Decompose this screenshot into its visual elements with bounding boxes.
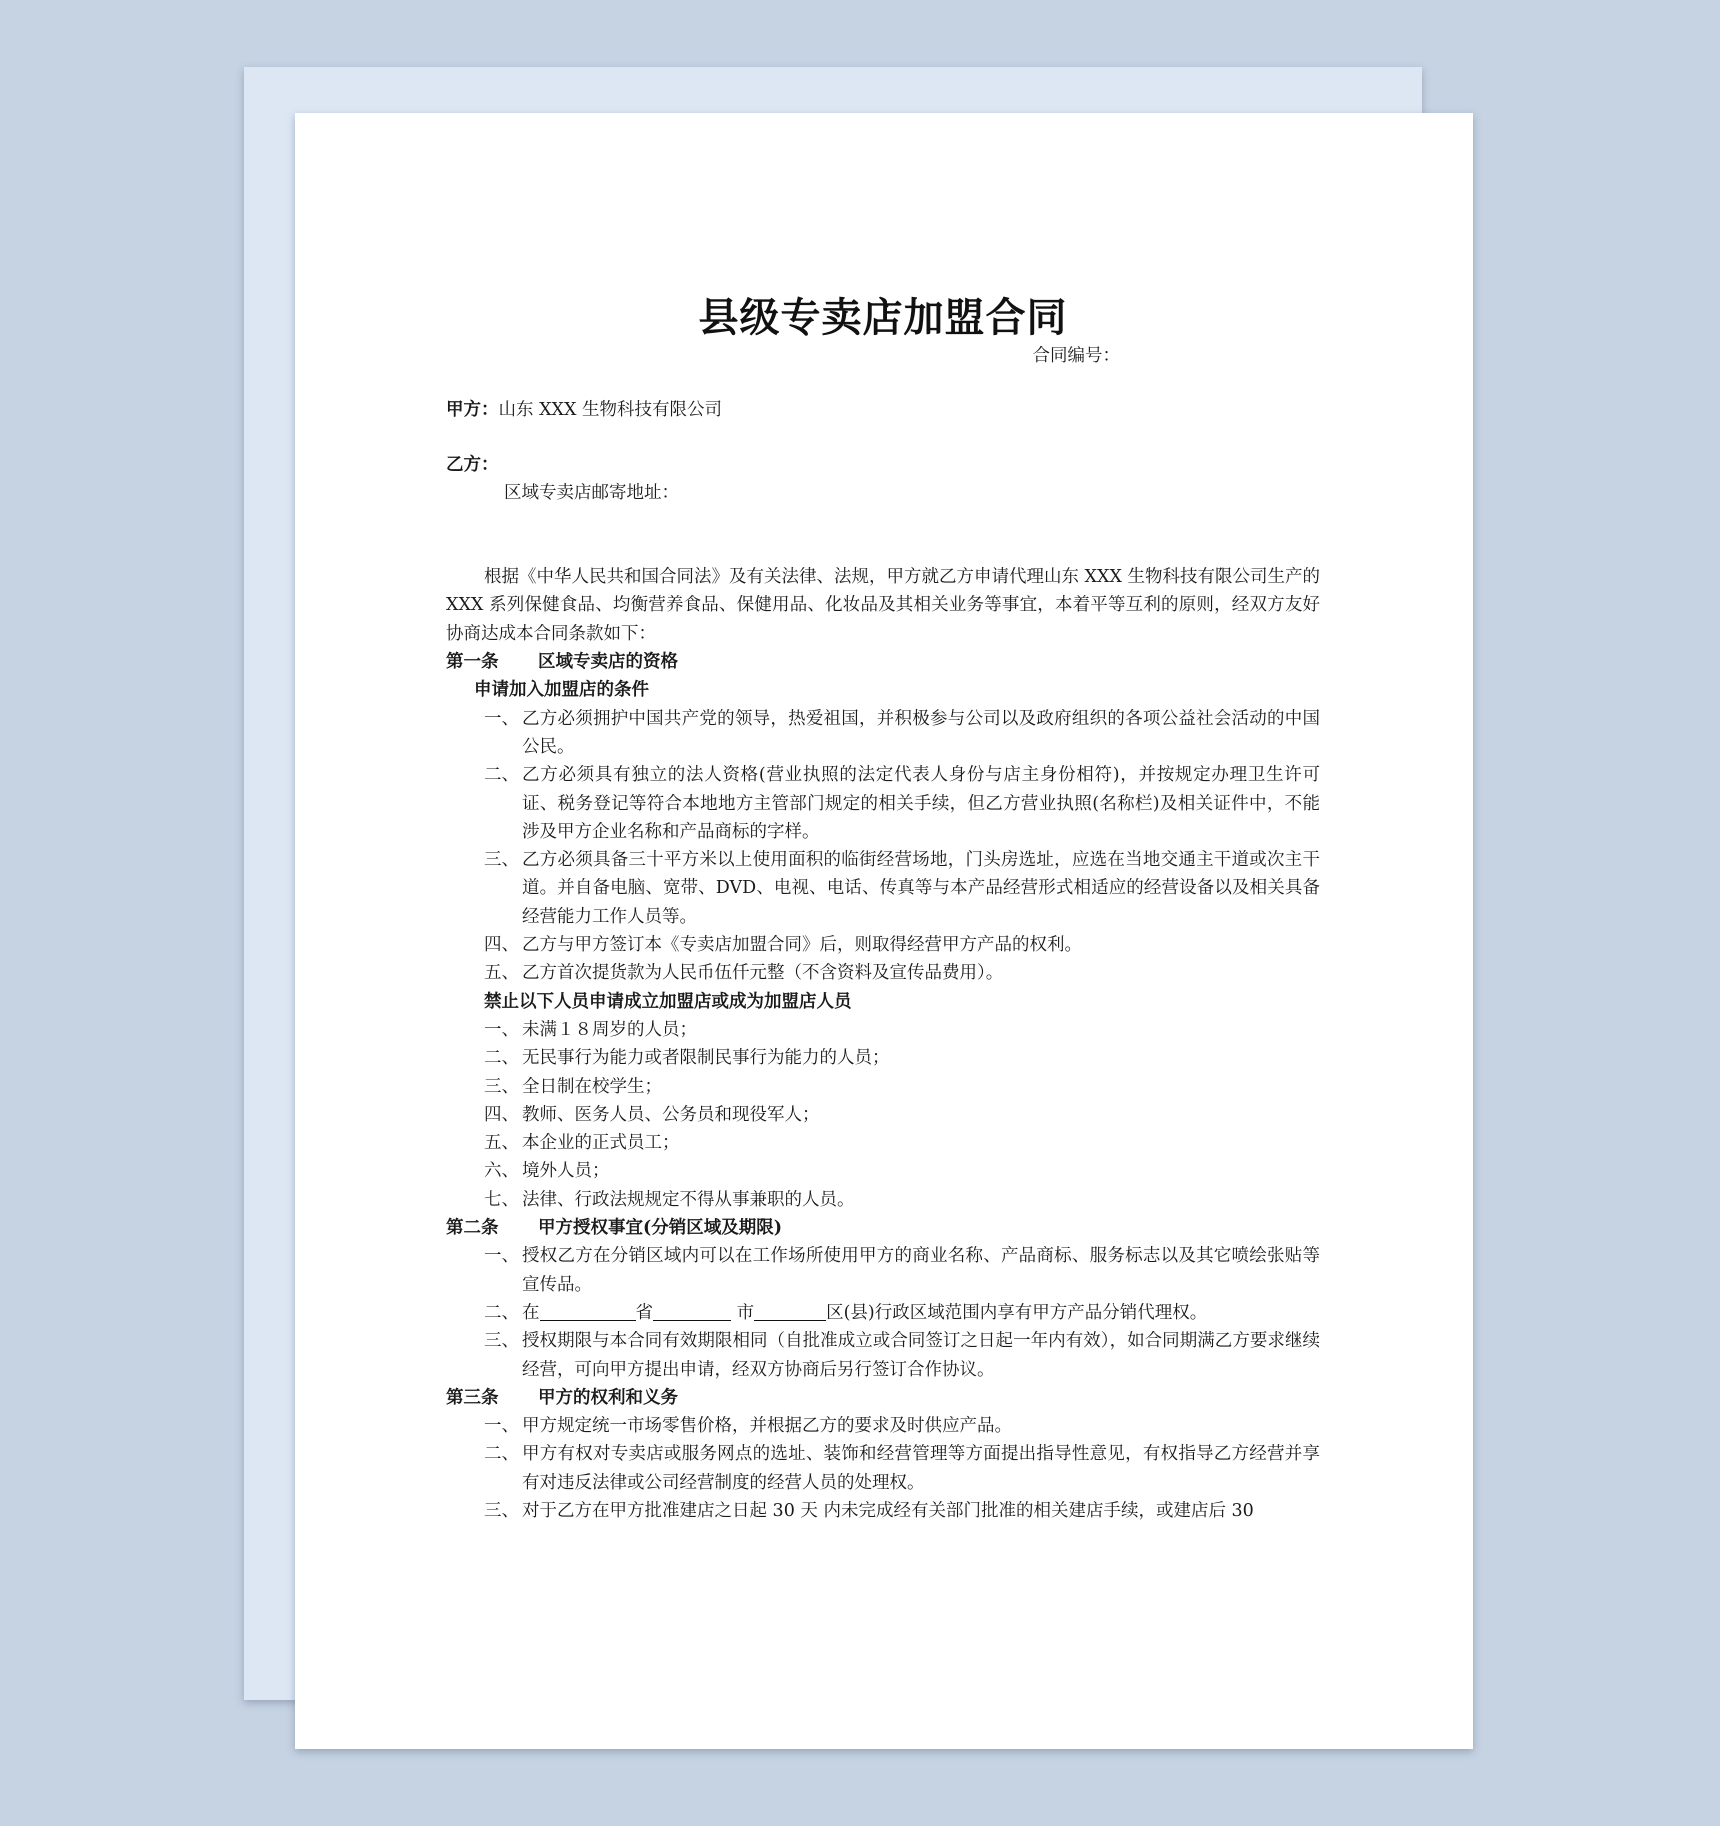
article-3-number: 第三条 [446,1387,499,1408]
party-a-line [446,396,1320,424]
condition-item [446,959,1320,987]
item-mark: 四、 [484,935,519,956]
authorization-item [446,1242,1320,1299]
item-text: 教师、医务人员、公务员和现役军人； [522,1104,820,1125]
item-text: 本企业的正式员工； [522,1133,680,1154]
party-b-label: 乙方： [446,454,499,475]
condition-item [446,931,1320,959]
article-1-subheading-conditions: 申请加入加盟店的条件 [474,680,649,701]
authorization-item [446,1327,1320,1384]
item-mark: 四、 [484,1104,519,1125]
item-mark: 三、 [484,1076,519,1097]
prohibited-item [446,1157,1320,1185]
item-mark: 二、 [484,765,519,786]
item-text: 无民事行为能力或者限制民事行为能力的人员； [522,1048,890,1069]
province-label: 省 [635,1302,653,1323]
district-blank-field[interactable] [754,1300,826,1321]
region-suffix: 区(县)行政区域范围内享有甲方产品分销代理权。 [826,1302,1208,1323]
article-3-title: 甲方的权利和义务 [538,1387,678,1408]
city-blank-field[interactable] [653,1300,731,1321]
intro-paragraph: 根据《中华人民共和国合同法》及有关法律、法规，甲方就乙方申请代理山东 XXX 生物科技有限公司生产的 XXX 系列保健食品、均衡营养食品、保健用品、化妆品及其相关业务等事宜，本着平等互利的原则，经双方友好协商达成本合同条款如下： [446,567,1320,644]
item-text: 甲方规定统一市场零售价格，并根据乙方的要求及时供应产品。 [522,1416,1012,1437]
region-line [522,1299,1320,1327]
item-mark: 五、 [484,963,519,984]
article-2-heading [446,1214,1320,1242]
item-text: 对于乙方在甲方批准建店之日起 30 天 内未完成经有关部门批准的相关建店手续，或建店后 30 [522,1500,1254,1521]
condition-item [446,705,1320,762]
condition-item [446,761,1320,846]
item-mark: 三、 [484,850,519,871]
item-text: 全日制在校学生； [522,1076,662,1097]
item-text: 甲方有权对专卖店或服务网点的选址、装饰和经营管理等方面提出指导性意见，有权指导乙方经营并享有对违反法律或公司经营制度的经营人员的处理权。 [522,1444,1320,1493]
region-prefix: 在 [522,1302,540,1323]
item-mark: 二、 [484,1302,519,1323]
item-text: 授权期限与本合同有效期限相同（自批准成立或合同签订之日起一年内有效），如合同期满乙方要求继续经营，可向甲方提出申请，经双方协商后另行签订合作协议。 [522,1331,1320,1380]
contract-number-label: 合同编号： [1032,346,1120,366]
item-text: 法律、行政法规规定不得从事兼职的人员。 [522,1189,855,1210]
city-label: 市 [736,1302,755,1323]
article-1-heading [446,648,1320,676]
item-text: 授权乙方在分销区域内可以在工作场所使用甲方的商业名称、产品商标、服务标志以及其它喷绘张贴等宣传品。 [522,1246,1320,1295]
article-1-title: 区域专卖店的资格 [538,652,678,673]
item-text: 乙方首次提货款为人民币伍仟元整（不含资料及宣传品费用）。 [522,963,1004,984]
item-mark: 三、 [484,1500,519,1521]
party-a-rights-item [446,1412,1320,1440]
document-title: 县级专卖店加盟合同 [698,294,1068,341]
article-2-number: 第二条 [446,1218,499,1239]
item-text: 未满１８周岁的人员； [522,1019,697,1040]
item-mark: 二、 [484,1048,519,1069]
party-a-rights-item [446,1440,1320,1497]
item-mark: 三、 [484,1331,519,1352]
item-mark: 一、 [484,708,519,729]
mail-address-label: 区域专卖店邮寄地址： [504,482,679,503]
party-a-value: 山东 XXX 生物科技有限公司 [498,400,723,421]
item-mark: 六、 [484,1161,519,1182]
province-blank-field[interactable] [540,1300,636,1321]
prohibited-item [446,1016,1320,1044]
item-text: 乙方必须具备三十平方米以上使用面积的临街经营场地，门头房选址，应选在当地交通主干道或次主干道。并自备电脑、宽带、DVD、电视、电话、传真等与本产品经营形式相适应的经营设备以及相关具备经营能力工作人员等。 [522,850,1320,927]
contract-document [446,290,1320,1525]
party-a-label: 甲方： [446,400,499,421]
prohibited-item [446,1186,1320,1214]
condition-item [446,846,1320,931]
item-mark: 二、 [484,1444,519,1465]
party-b-line [446,451,1320,479]
prohibited-item [446,1073,1320,1101]
party-a-rights-item [446,1497,1320,1525]
item-mark: 五、 [484,1133,519,1154]
authorization-region-item [446,1299,1320,1327]
prohibited-item [446,1129,1320,1157]
item-text: 乙方必须拥护中国共产党的领导，热爱祖国，并积极参与公司以及政府组织的各项公益社会活动的中国公民。 [522,708,1320,757]
item-mark: 一、 [484,1416,519,1437]
item-text: 境外人员； [522,1161,610,1182]
item-text: 乙方与甲方签订本《专卖店加盟合同》后，则取得经营甲方产品的权利。 [522,935,1082,956]
article-2-title: 甲方授权事宜(分销区域及期限) [538,1218,783,1239]
prohibited-item [446,1044,1320,1072]
prohibited-item [446,1101,1320,1129]
article-3-heading [446,1384,1320,1412]
item-text: 乙方必须具有独立的法人资格(营业执照的法定代表人身份与店主身份相符)，并按规定办理卫生许可证、税务登记等符合本地地方主管部门规定的相关手续，但乙方营业执照(名称栏)及相关证件中，不能涉及甲方企业名称和产品商标的字样。 [522,765,1320,842]
item-mark: 一、 [484,1019,519,1040]
item-mark: 一、 [484,1246,519,1267]
article-1-subheading-prohibited: 禁止以下人员申请成立加盟店或成为加盟店人员 [484,991,852,1012]
item-mark: 七、 [484,1189,519,1210]
article-1-number: 第一条 [446,652,499,673]
